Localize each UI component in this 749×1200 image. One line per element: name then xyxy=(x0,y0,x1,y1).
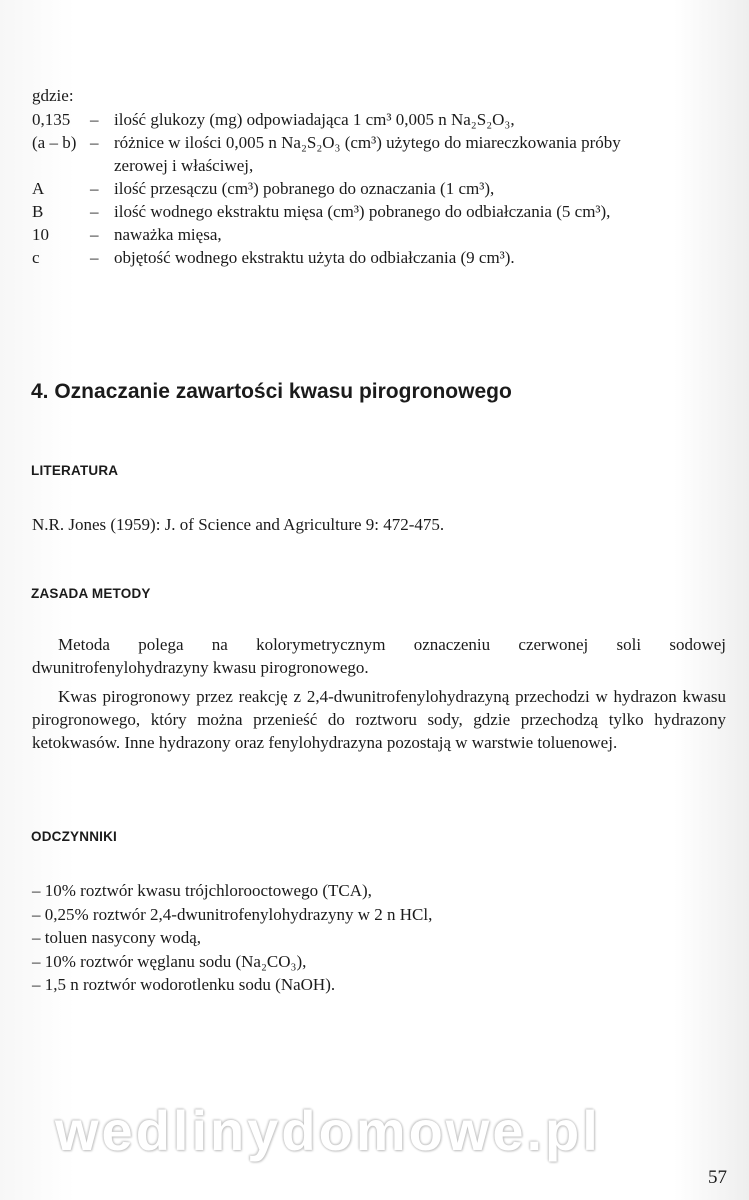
definition-text: naważka mięsa, xyxy=(114,225,222,244)
definition-symbol: A xyxy=(32,179,45,198)
definition-row xyxy=(32,108,722,131)
definition-row xyxy=(32,246,722,269)
definition-symbol: 10 xyxy=(32,225,49,244)
reagents-heading: ODCZYNNIKI xyxy=(31,829,117,844)
definition-dash: – xyxy=(90,248,99,267)
definition-dash: – xyxy=(90,133,99,152)
definition-text: objętość wodnego ekstraktu użyta do odbiałczania (9 cm³). xyxy=(114,248,515,267)
reagent-item: – 0,25% roztwór 2,4-dwunitrofenylohydrazyny w 2 n HCl, xyxy=(32,904,433,924)
definition-symbol: B xyxy=(32,202,44,221)
definition-text: różnice w ilości 0,005 n Na₂S₂O₃ (cm³) użytego do miareczkowania próby xyxy=(114,133,621,152)
definition-text: ilość wodnego ekstraktu mięsa (cm³) pobranego do odbiałczania (5 cm³), xyxy=(114,202,611,221)
definition-symbol xyxy=(32,154,90,177)
reagent-item: – 10% roztwór kwasu trójchlorooctowego (TCA), xyxy=(32,881,372,900)
literature-heading: LITERATURA xyxy=(31,463,119,478)
definition-row xyxy=(32,131,722,154)
page-number: 57 xyxy=(708,1167,727,1188)
section-heading: 4. Oznaczanie zawartości kwasu pirogronowego xyxy=(31,380,512,403)
definition-dash: – xyxy=(90,225,99,244)
principle-text-2: Kwas pirogronowy przez reakcję z 2,4-dwunitrofenylohydrazyną przechodzi w hydrazon kwasu pirogronowego, który można przenieść do roztworu sody, gdzie przechodzą tylko hydrazony ketokwasów. Inne hydrazony oraz fenylohydrazyna pozostają w warstwie toluenowej. xyxy=(32,687,726,752)
definition-text: ilość przesączu (cm³) pobranego do oznaczania (1 cm³), xyxy=(114,179,495,198)
reagent-item: – 1,5 n roztwór wodorotlenku sodu (NaOH). xyxy=(32,975,336,994)
definition-dash: – xyxy=(90,202,99,221)
reagents-list xyxy=(32,879,432,997)
literature-citation: N.R. Jones (1959): J. of Science and Agriculture 9: 472-475. xyxy=(32,515,445,534)
definition-symbol: (a – b) xyxy=(32,133,77,152)
definition-dash: – xyxy=(90,179,99,198)
intro-text: gdzie: xyxy=(32,86,74,105)
principle-paragraph-2 xyxy=(32,685,726,754)
definition-row xyxy=(32,177,722,200)
definition-dash: – xyxy=(90,110,99,129)
definition-symbol: c xyxy=(32,248,40,267)
definition-symbol: 0,135 xyxy=(32,110,71,129)
definition-text: zerowej i właściwej, xyxy=(114,156,254,175)
watermark: wedlinydomowe.pl xyxy=(55,1099,601,1162)
principle-heading: ZASADA METODY xyxy=(31,586,151,601)
reagent-item: – 10% roztwór węglanu sodu (Na₂CO₃), xyxy=(32,951,307,971)
principle-paragraph-1 xyxy=(32,633,726,679)
principle-text-1: Metoda polega na kolorymetrycznym oznaczeniu czerwonej soli sodowej dwunitrofenylohydrazyny kwasu pirogronowego. xyxy=(32,635,726,677)
definition-dash xyxy=(90,154,114,177)
reagent-item: – toluen nasycony wodą, xyxy=(32,928,202,947)
definition-row xyxy=(32,223,722,246)
definition-row xyxy=(32,154,722,177)
definition-text: ilość glukozy (mg) odpowiadająca 1 cm³ 0,005 n Na₂S₂O₃, xyxy=(114,110,515,129)
definition-row xyxy=(32,200,722,223)
definition-list xyxy=(32,108,722,269)
